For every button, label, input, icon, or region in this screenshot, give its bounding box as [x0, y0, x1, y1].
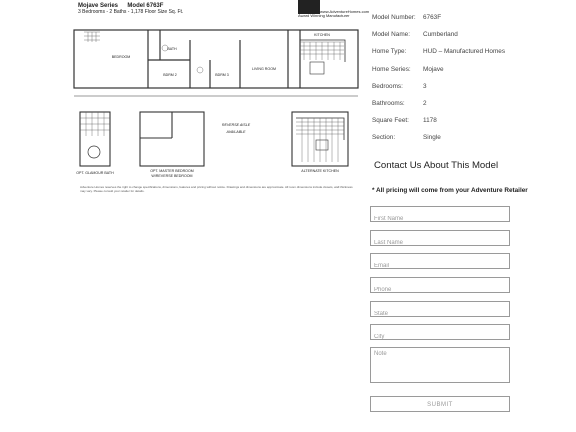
- detail-label: Home Type:: [372, 48, 407, 56]
- submit-button[interactable]: SUBMIT: [370, 396, 510, 412]
- city-field[interactable]: [370, 324, 510, 340]
- detail-label: Model Number:: [372, 14, 416, 21]
- detail-row-model-name: [372, 31, 572, 48]
- detail-value: 2: [423, 99, 427, 107]
- detail-row-square-feet: [372, 117, 572, 134]
- city-input[interactable]: [371, 330, 509, 344]
- detail-row-home-type: [372, 48, 572, 65]
- label-kitchen: KITCHEN: [314, 33, 330, 37]
- label-bath1: BATH: [167, 47, 177, 51]
- detail-row-bathrooms: [372, 100, 572, 117]
- label-available: AVAILABLE: [226, 130, 246, 134]
- first-name-input[interactable]: [371, 212, 509, 226]
- pricing-notice: * All pricing will come from your Adventure Retailer: [372, 187, 528, 194]
- label-master-bedroom-sub: W/REVERSE BEDROOM: [151, 174, 193, 178]
- model-details: [372, 14, 572, 152]
- first-name-field[interactable]: [370, 206, 510, 222]
- detail-row-home-series: [372, 66, 572, 83]
- label-bedroom1: BEDROOM: [111, 55, 131, 59]
- phone-field[interactable]: [370, 277, 510, 293]
- note-field[interactable]: [370, 347, 510, 383]
- label-glamour-bath: OPT. GLAMOUR BATH: [76, 171, 114, 175]
- detail-label: Square Feet:: [372, 117, 409, 125]
- state-input[interactable]: [371, 307, 509, 321]
- email-input[interactable]: [371, 259, 509, 273]
- detail-label: Home Series:: [372, 65, 411, 73]
- detail-label: Section:: [372, 134, 396, 142]
- label-reverse-aisle: REVERSE AISLE: [221, 123, 251, 127]
- email-field[interactable]: [370, 253, 510, 269]
- floorplan-series: Mojave Series: [78, 3, 119, 9]
- label-bedroom2: BDRM 2: [163, 73, 177, 77]
- detail-value: 1178: [423, 117, 437, 125]
- label-bedroom3: BDRM 3: [215, 73, 229, 77]
- last-name-field[interactable]: [370, 230, 510, 246]
- detail-row-section: [372, 134, 572, 151]
- phone-input[interactable]: [371, 283, 509, 297]
- detail-row-model-number: [372, 14, 572, 31]
- detail-label: Bathrooms:: [372, 99, 405, 107]
- detail-value: Cumberland: [423, 31, 458, 39]
- label-master-bedroom: OPT. MASTER BEDROOM: [150, 169, 194, 173]
- note-textarea[interactable]: [371, 348, 509, 382]
- detail-value: 3: [423, 82, 427, 90]
- floorplan-disclaimer: Adventure Homes reserves the right to change specifications, dimensions, features and pricing without notice. Drawings and dimensions are approximate. All room dimensions include closets, wall thickness may vary. Please consult your retailer for details.: [80, 185, 353, 193]
- label-alt-kitchen: ALTERNATE KITCHEN: [301, 169, 339, 173]
- logo-url: www.AdventureHomes.com: [320, 9, 370, 14]
- contact-title: Contact Us About This Model: [374, 160, 499, 171]
- logo-tagline: Award Winning Manufacturer: [298, 13, 350, 18]
- detail-value: HUD – Manufactured Homes: [423, 48, 506, 56]
- floorplan-specs: 3 Bedrooms - 2 Baths - 1,178 Floor Size Sq. Ft.: [78, 9, 184, 15]
- detail-row-bedrooms: [372, 83, 572, 100]
- detail-label: Bedrooms:: [372, 82, 403, 90]
- last-name-input[interactable]: [371, 236, 509, 250]
- house-outline: [74, 30, 358, 88]
- detail-label: Model Name:: [372, 31, 411, 39]
- detail-value: Single: [423, 134, 441, 142]
- state-field[interactable]: [370, 301, 510, 317]
- detail-value: 6763F: [423, 14, 442, 21]
- floorplan-model: Model 6763F: [127, 3, 164, 9]
- label-living: LIVING ROOM: [252, 67, 276, 71]
- floorplan-drawing: [0, 0, 366, 200]
- detail-value: Mojave: [423, 65, 444, 73]
